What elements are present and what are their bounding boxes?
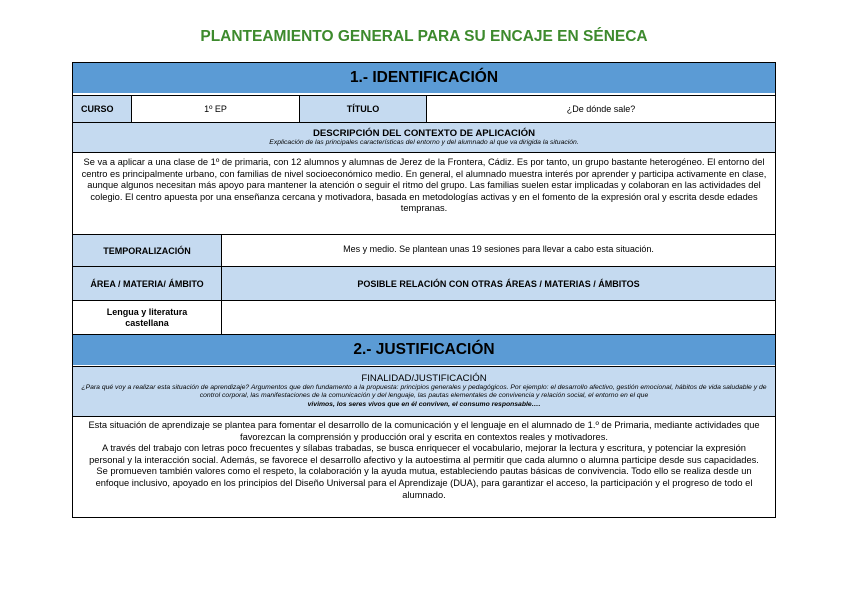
area-header-row [73,266,775,300]
justificacion-paragraph-3: Se promueven también valores como el respeto, la colaboración y la ayuda mutua, estableciendo pautas básicas de convivencia. Todo ello se realiza desde un enfoque inclusivo, apoyado en los principios del Diseño Universal para el Aprendizaje (DUA), para garantizar el acceso, la participación y el progreso de todo el alumnado. [95,466,753,500]
curso-value: 1º EP [131,96,299,122]
planning-table [72,62,776,518]
titulo-value: ¿De dónde sale? [426,96,775,122]
finalidad-heading: FINALIDAD/JUSTIFICACIÓN [361,373,487,384]
justificacion-paragraph-1: Esta situación de aprendizaje se plantea para fomentar el desarrollo de la comunicación y el lenguaje en el alumnado de 1.º de Primaria, mediante actividades que favorezcan la comprensión y producción oral y escrita en contextos reales y motivadores. [88,420,760,442]
contexto-header [73,122,775,152]
area-label: ÁREA / MATERIA/ ÁMBITO [73,267,221,300]
area-value-row [73,300,775,334]
curso-titulo-row [73,95,775,122]
section-heading-justificacion: 2.- JUSTIFICACIÓN [73,335,775,365]
temporalizacion-row [73,234,775,266]
titulo-label: TÍTULO [299,96,426,122]
finalidad-note-text: ¿Para qué voy a realizar esta situación de aprendizaje? Argumentos que den fundamento a la propuesta: principios generales y pedagógicos. Por ejemplo: el desarrollo afectivo, gestión emocional, hábitos de vida saludable y de control corporal, las manifestaciones de la comunicación y del lenguaje, las pautas elementales de convivencia y relación social, el entorno en el que [81,384,767,400]
finalidad-note-bold: vivimos, los seres vivos que en él conviven, el consumo responsable…. [307,400,541,408]
section-heading-identificacion: 1.- IDENTIFICACIÓN [73,63,775,93]
finalidad-header [73,366,775,416]
justificacion-paragraph-2: A través del trabajo con letras poco frecuentes y sílabas trabadas, se busca enriquecer el vocabulario, mejorar la lectura y escritura, y potenciar la expresión personal y la interacción social. Además, se favorece el desarrollo afectivo y la autoestima al permitir que cada alumno o alumna participe desde sus capacidades. [89,443,759,465]
section-identificacion [73,63,775,95]
finalidad-note [79,384,769,409]
justificacion-body [73,416,775,517]
area-value: Lengua y literatura castellana [106,306,188,328]
temporalizacion-label: TEMPORALIZACIÓN [73,235,221,266]
section-justificacion [73,334,775,366]
curso-label: CURSO [73,96,131,122]
contexto-heading: DESCRIPCIÓN DEL CONTEXTO DE APLICACIÓN [312,128,536,139]
contexto-body [73,152,775,234]
temporalizacion-value: Mes y medio. Se plantean unas 19 sesiones para llevar a cabo esta situación. [221,235,775,266]
document-title: PLANTEAMIENTO GENERAL PARA SU ENCAJE EN SÉNECA [200,28,648,45]
relacion-value [221,301,775,334]
relacion-label: POSIBLE RELACIÓN CON OTRAS ÁREAS / MATERIAS / ÁMBITOS [221,267,775,300]
contexto-text: Se va a aplicar a una clase de 1º de primaria, con 12 alumnos y alumnas de Jerez de la Frontera, Cádiz. Es por tanto, un grupo bastante heterogéneo. El entorno del centro es principalmente urbano, con familias de nivel socioeconómico medio. En general, el alumnado muestra interés por aprender y participa activamente en clase, aunque algunos necesitan más apoyo para mantener la atención o seguir el ritmo del grupo. Las familias suelen estar implicadas y colaboran en las actividades del colegio. El centro apuesta por una enseñanza cercana y motivadora, basada en metodologías activas y en el fomento de la expresión oral y escrita desde edades tempranas. [81,157,767,214]
contexto-note: Explicación de las principales características del entorno y del alumnado al que va dirigida la situación. [269,139,579,146]
